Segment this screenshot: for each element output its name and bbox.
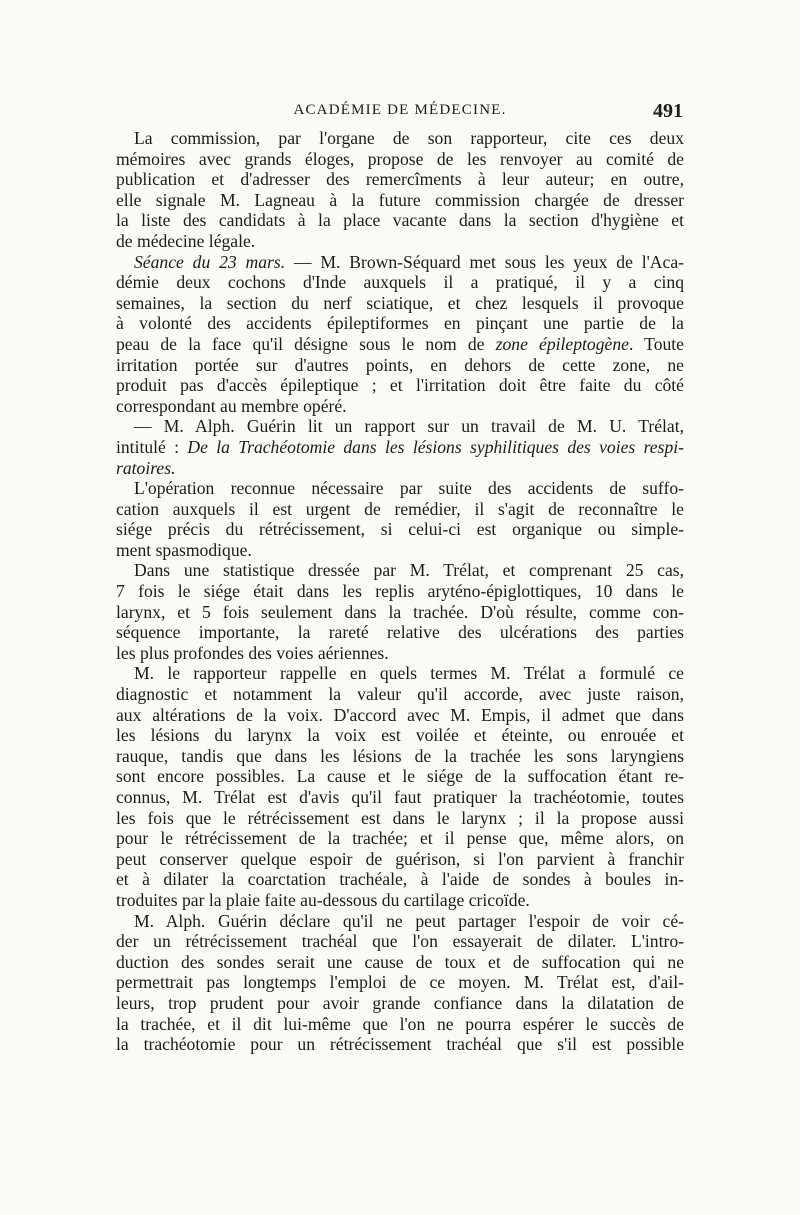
zone-term: zone épileptogène bbox=[495, 333, 629, 354]
text-line: produit pas d'accès épileptique ; et l'irritation doit être faite du côté bbox=[116, 375, 684, 396]
text-line: séquence importante, la rareté relative des ulcérations des parties bbox=[116, 622, 684, 643]
text-line: la trachée, et il dit lui-même que l'on ne pourra espérer le succès de bbox=[116, 1013, 684, 1034]
memoir-title-end: ratoires. bbox=[116, 457, 176, 478]
text-line: M. Alph. Guérin déclare qu'il ne peut partager l'espoir de voir cé- bbox=[134, 910, 684, 931]
text-line: ment spasmodique. bbox=[116, 539, 252, 560]
text-line-zone: peau de la face qu'il désigne sous le nom de zone épileptogène. Toute bbox=[116, 333, 684, 354]
page-header bbox=[115, 100, 685, 124]
text-line: rauque, tandis que dans les lésions de la trachée les sons laryngiens bbox=[116, 745, 684, 766]
text-line: et à dilater la coarctation trachéale, à l'aide de sondes à boules in- bbox=[116, 869, 684, 890]
text-line: démie deux cochons d'Inde auxquels il a pratiqué, il y a cinq bbox=[116, 272, 684, 293]
text-line: semaines, la section du nerf sciatique, et chez lesquels il provoque bbox=[116, 292, 684, 313]
text-line: connus, M. Trélat est d'avis qu'il faut pratiquer la trachéotomie, toutes bbox=[116, 787, 684, 807]
text-line: cation auxquels il est urgent de remédier, il s'agit de reconnaître le bbox=[116, 498, 684, 519]
text-line: elle signale M. Lagneau à la future commission chargée de dresser bbox=[116, 189, 684, 210]
text-line: diagnostic et notamment la valeur qu'il accorde, avec juste raison, bbox=[116, 684, 684, 705]
memoir-title: De la Trachéotomie dans les lésions syphilitiques des voies respi- bbox=[187, 436, 684, 457]
text-line: duction des sondes serait une cause de toux et de suffocation qui ne bbox=[116, 951, 684, 972]
text-line: correspondant au membre opéré. bbox=[116, 395, 347, 416]
text-line: la liste des candidats à la place vacante dans la section d'hygiène et bbox=[116, 210, 684, 231]
text-line: La commission, par l'organe de son rapporteur, cite ces deux bbox=[134, 128, 684, 148]
text-line: les plus profondes des voies aériennes. bbox=[116, 642, 389, 663]
text-line: publication et d'adresser des remercîments à leur auteur; en outre, bbox=[116, 169, 684, 190]
running-title: ACADÉMIE DE MÉDECINE. bbox=[293, 102, 507, 118]
text-line: sont encore possibles. La cause et le siége de la suffocation étant re- bbox=[116, 766, 684, 787]
text-line: Dans une statistique dressée par M. Trélat, et comprenant 25 cas, bbox=[134, 560, 684, 581]
text-line: pour le rétrécissement de la trachée; et il pense que, même alors, on bbox=[116, 828, 684, 849]
text-line: siége précis du rétrécissement, si celui-ci est organique ou simple- bbox=[116, 519, 684, 540]
text-line: irritation portée sur d'autres points, en dehors de cette zone, ne bbox=[116, 354, 684, 375]
body-text bbox=[116, 128, 684, 1055]
text-line: L'opération reconnue nécessaire par suite des accidents de suffo- bbox=[134, 478, 684, 499]
text-line: la trachéotomie pour un rétrécissement trachéal que s'il est possible bbox=[116, 1034, 684, 1055]
text-line-seance: Séance du 23 mars. — M. Brown-Séquard met sous les yeux de l'Aca- bbox=[134, 251, 684, 272]
text-line: troduites par la plaie faite au-dessous du cartilage cricoïde. bbox=[116, 889, 530, 910]
text-line: permettrait pas longtemps l'emploi de ce moyen. M. Trélat est, d'ail- bbox=[116, 972, 684, 993]
text-line: der un rétrécissement trachéal que l'on essayerait de dilater. L'intro- bbox=[116, 931, 684, 952]
text-line: peut conserver quelque espoir de guérison, si l'on parvient à franchir bbox=[116, 848, 684, 869]
text-line: — M. Alph. Guérin lit un rapport sur un travail de M. U. Trélat, bbox=[134, 416, 684, 437]
text-line: les fois que le rétrécissement est dans le larynx ; il la propose aussi bbox=[116, 807, 684, 828]
text-line: les lésions du larynx la voix est voilée et éteinte, ou enrouée et bbox=[116, 725, 684, 746]
text-line: larynx, et 5 fois seulement dans la trachée. D'où résulte, comme con- bbox=[116, 601, 684, 622]
seance-label: Séance du 23 mars. bbox=[134, 251, 286, 272]
text-line: à volonté des accidents épileptiformes en pinçant une partie de la bbox=[116, 313, 684, 334]
text-line: de médecine légale. bbox=[116, 230, 256, 251]
text-line: M. le rapporteur rappelle en quels termes M. Trélat a formulé ce bbox=[134, 663, 684, 684]
text-line: aux altérations de la voix. D'accord avec M. Empis, il admet que dans bbox=[116, 704, 684, 725]
text-line: 7 fois le siége était dans les replis aryténo-épiglottiques, 10 dans le bbox=[116, 581, 684, 602]
text-line-title: intitulé : De la Trachéotomie dans les lésions syphilitiques des voies respi- bbox=[116, 436, 684, 457]
page-number: 491 bbox=[653, 100, 683, 122]
text-line: mémoires avec grands éloges, propose de les renvoyer au comité de bbox=[116, 148, 684, 169]
text-line: leurs, trop prudent pour avoir grande confiance dans la dilatation de bbox=[116, 992, 684, 1013]
